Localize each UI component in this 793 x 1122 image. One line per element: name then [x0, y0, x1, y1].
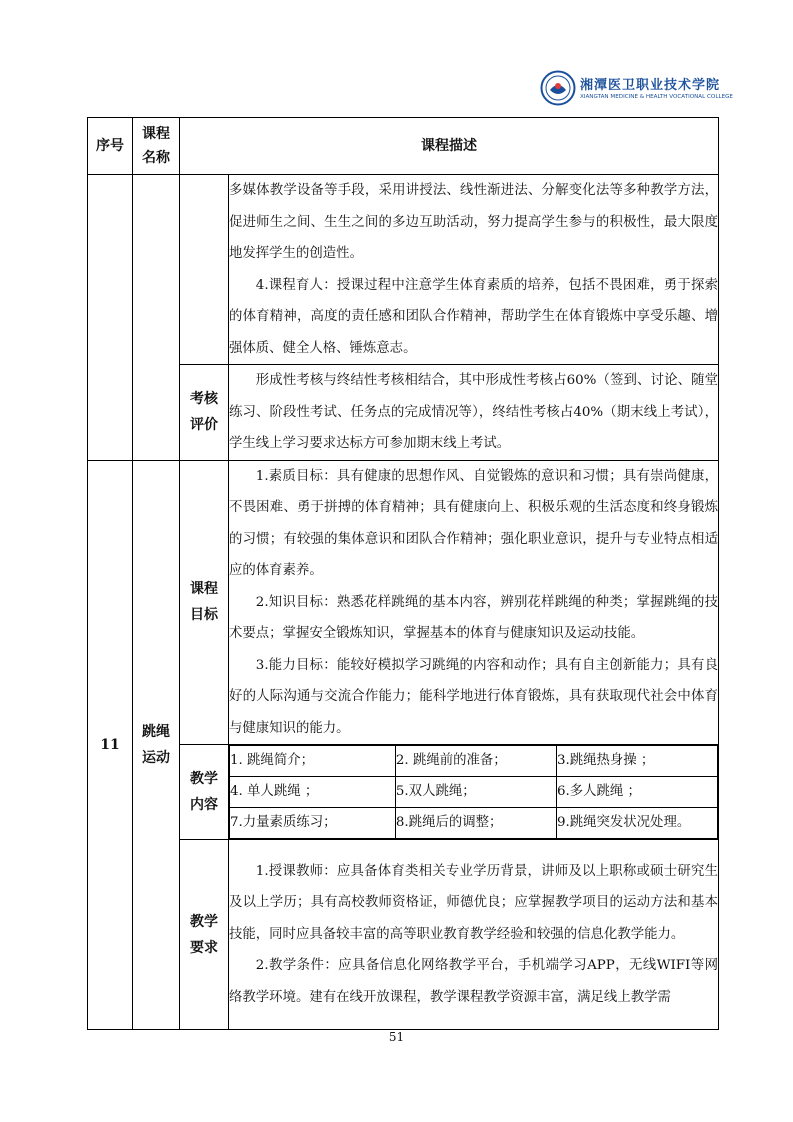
- list-item: 2. 跳绳前的准备；: [395, 746, 556, 777]
- course-table: [87, 117, 719, 1030]
- prev-name-cell: [133, 175, 180, 461]
- goal-para3: 3.能力目标：能较好模拟学习跳绳的内容和动作；具有自主创新能力；具有良好的人际沟通与交流合作能力；能科学地进行体育锻炼，具有获取现代社会中体育与健康知识的能力。: [229, 657, 718, 736]
- req-para2: 2.教学条件：应具备信息化网络教学平台，手机端学习APP，无线WIFI等网络教学环境。建有在线开放课程，教学课程教学资源丰富，满足线上教学需: [229, 958, 718, 1005]
- list-item: 3.跳绳热身操 ；: [556, 746, 717, 777]
- course-name: 跳绳 运动: [133, 460, 180, 1030]
- requirement-content: [229, 840, 719, 1030]
- logo-name: 湘潭医卫职业技术学院: [580, 78, 721, 93]
- header-description: 课程描述: [180, 118, 719, 175]
- prev-number-cell: [88, 175, 133, 461]
- prev-content-cell: [229, 175, 719, 365]
- content-list: [229, 745, 718, 839]
- goal-content: [229, 460, 719, 745]
- table-header-row: [88, 118, 719, 175]
- list-item: 8.跳绳后的调整；: [395, 808, 556, 839]
- list-item: 6.多人跳绳 ；: [556, 777, 717, 808]
- content-label: 教学 内容: [180, 745, 229, 840]
- req-para1: 1.授课教师：应具备体育类相关专业学历背景，讲师及以上职称或硕士研究生及以上学历；具有高校教师资格证，师德优良；应掌握教学项目的运动方法和基本技能，同时应具备较丰富的高等职业教育教学经验和较强的信息化教学能力。: [229, 863, 718, 942]
- table-row: [88, 460, 719, 745]
- goal-para2: 2.知识目标：熟悉花样跳绳的基本内容，辨别花样跳绳的种类；掌握跳绳的技术要点；掌握安全锻炼知识，掌握基本的体育与健康知识及运动技能。: [229, 594, 718, 641]
- goal-label: 课程 目标: [180, 460, 229, 745]
- table-row: [88, 840, 719, 1030]
- table-row: [88, 365, 719, 461]
- prev-content-para2: 4.课程育人：授课过程中注意学生体育素质的培养，包括不畏困难，勇于探索的体育精神，高度的责任感和团队合作精神，帮助学生在体育锻炼中享受乐趣、增强体质、健全人格、锤炼意志。: [229, 277, 718, 356]
- list-item: 9.跳绳突发状况处理。: [556, 808, 717, 839]
- list-item: 4. 单人跳绳 ；: [230, 777, 396, 808]
- list-item: 1. 跳绳简介；: [230, 746, 396, 777]
- list-item: 5.双人跳绳；: [395, 777, 556, 808]
- eval-label: 考核 评价: [180, 365, 229, 461]
- college-logo: [540, 70, 733, 110]
- table-row: [88, 745, 719, 840]
- page-number: 51: [388, 1030, 405, 1044]
- logo-english: XIANGTAN MEDICINE & HEALTH VOCATIONAL COLLEGE: [580, 94, 733, 100]
- list-item: 7.力量素质练习；: [230, 808, 396, 839]
- header-course-name: 课程 名称: [133, 118, 180, 175]
- goal-para1: 1.素质目标：具有健康的思想作风、自觉锻炼的意识和习惯；具有崇尚健康，不畏困难、勇于拼搏的体育精神；具有健康向上、积极乐观的生活态度和终身锻炼的习惯；有较强的集体意识和团队合作精神；强化职业意识，提升与专业特点相适应的体育素养。: [229, 468, 718, 578]
- prev-content-para1: 多媒体教学设备等手段，采用讲授法、线性渐进法、分解变化法等多种教学方法，促进师生之间、生生之间的多边互助活动，努力提高学生参与的积极性，最大限度地发挥学生的创造性。: [229, 183, 718, 261]
- content-list-cell: [229, 745, 719, 840]
- header-no: 序号: [88, 118, 133, 175]
- prev-label-cell: [180, 175, 229, 365]
- requirement-label: 教学 要求: [180, 840, 229, 1030]
- course-number: 11: [88, 460, 133, 1030]
- college-emblem-icon: [540, 70, 576, 106]
- eval-content: 形成性考核与终结性考核相结合，其中形成性考核占60%（签到、讨论、随堂练习、阶段性考试、任务点的完成情况等），终结性考核占40%（期末线上考试），学生线上学习要求达标方可参加期末线上考试。: [229, 365, 719, 461]
- table-row: [88, 175, 719, 365]
